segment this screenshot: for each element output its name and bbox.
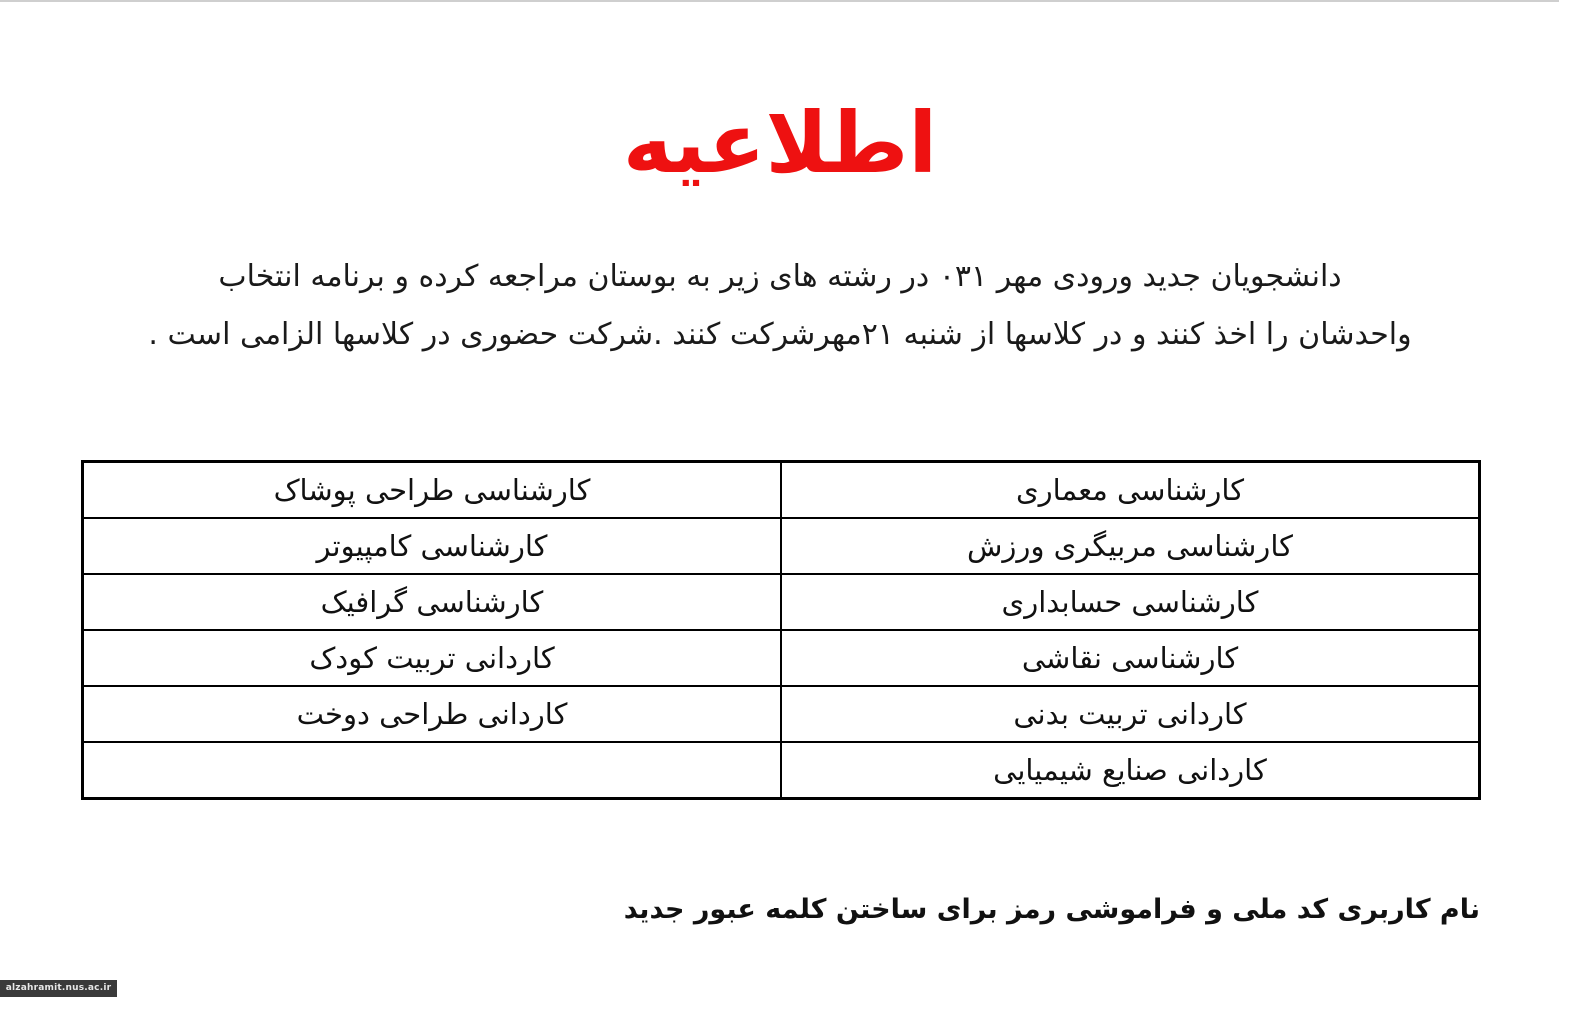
- majors-table: [81, 460, 1481, 800]
- announcement-body: [80, 248, 1480, 364]
- table-cell: کاردانی طراحی دوخت: [83, 686, 782, 742]
- table-row: [83, 630, 1480, 686]
- table-row: [83, 462, 1480, 519]
- announcement-line-2: واحدشان را اخذ کنند و در کلاسها از شنبه ۲۱مهرشرکت کنند .شرکت حضوری در کلاسها الزامی است .: [148, 317, 1412, 352]
- table-row: [83, 518, 1480, 574]
- right-margin: [1559, 0, 1589, 1019]
- table-cell: کاردانی صنایع شیمیایی: [781, 742, 1480, 799]
- table-cell: کارشناسی کامپیوتر: [83, 518, 782, 574]
- table-row: [83, 686, 1480, 742]
- table-cell: کارشناسی حسابداری: [781, 574, 1480, 630]
- announcement-line-1: دانشجویان جدید ورودی مهر ۰۳۱ در رشته های زیر به بوستان مراجعه کرده و برنامه انتخاب: [218, 259, 1342, 294]
- site-watermark: alzahramit.nus.ac.ir: [0, 980, 117, 997]
- top-divider: [0, 0, 1589, 2]
- announcement-title: اطلاعیه: [622, 94, 938, 192]
- table-cell: کاردانی تربیت بدنی: [781, 686, 1480, 742]
- table-cell: کارشناسی معماری: [781, 462, 1480, 519]
- table-cell: کارشناسی مربیگری ورزش: [781, 518, 1480, 574]
- table-cell: کارشناسی نقاشی: [781, 630, 1480, 686]
- table-cell: کارشناسی طراحی پوشاک: [83, 462, 782, 519]
- table-cell-empty: [83, 742, 782, 799]
- table-cell: کارشناسی گرافیک: [83, 574, 782, 630]
- table-row: [83, 742, 1480, 799]
- table-cell: کاردانی تربیت کودک: [83, 630, 782, 686]
- table-row: [83, 574, 1480, 630]
- login-instructions: نام کاربری کد ملی و فراموشی رمز برای ساختن کلمه عبور جدید: [623, 894, 1480, 925]
